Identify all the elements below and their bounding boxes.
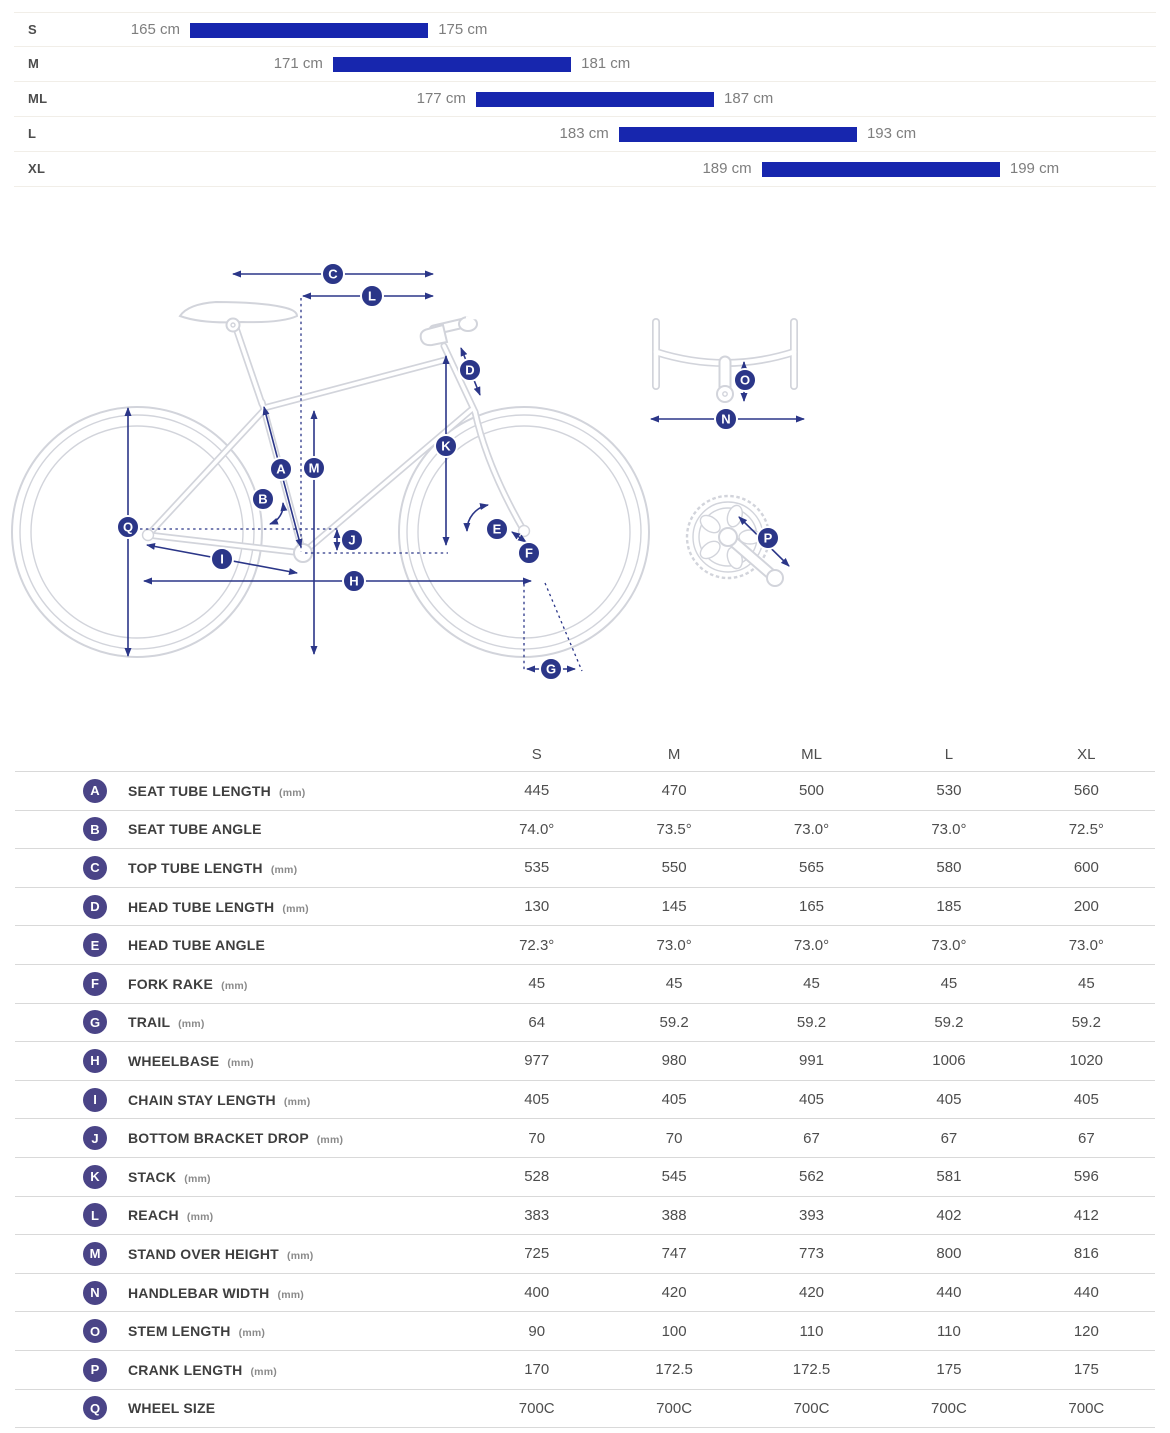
value-I-S: 405 (524, 1091, 550, 1109)
value-O-L: 110 (936, 1322, 961, 1340)
row-letter-badge: L (83, 1203, 107, 1227)
geometry-marker-I (211, 548, 233, 570)
value-E-L: 73.0° (931, 936, 967, 954)
value-J-L: 67 (940, 1129, 958, 1147)
row-unit: (mm) (270, 863, 298, 876)
value-D-ML: 165 (799, 898, 825, 916)
bottom-bracket-icon (294, 544, 312, 562)
geometry-marker-C (322, 263, 344, 285)
size-chart-rows (14, 12, 1156, 187)
svg-text:I: I (220, 551, 224, 567)
value-N-ML: 420 (799, 1284, 825, 1302)
geometry-marker-O (734, 369, 756, 391)
row-label-cell (15, 1203, 468, 1227)
value-O-S: 90 (528, 1322, 546, 1340)
value-I-ML: 405 (799, 1091, 825, 1109)
row-unit: (mm) (221, 979, 248, 992)
column-header-XL: XL (1077, 746, 1096, 763)
value-L-S: 383 (524, 1206, 550, 1224)
svg-text:B: B (258, 491, 268, 507)
value-K-S: 528 (524, 1168, 550, 1186)
geometry-row-H (15, 1042, 1155, 1081)
value-J-ML: 67 (803, 1129, 820, 1147)
value-I-M: 405 (661, 1091, 687, 1109)
rider-height-chart (0, 12, 1170, 207)
value-F-S: 45 (528, 975, 546, 993)
geometry-row-D (15, 888, 1155, 927)
row-label-cell (15, 856, 468, 880)
value-A-ML: 500 (799, 782, 825, 800)
bike-geometry-illustration (0, 207, 1170, 722)
column-header-M: M (667, 746, 681, 763)
height-min-label: 183 cm (559, 125, 609, 142)
value-K-M: 545 (661, 1168, 687, 1186)
value-N-L: 440 (936, 1284, 962, 1302)
handlebar-side-icon (421, 317, 513, 395)
row-label-cell (15, 817, 468, 841)
row-letter-badge: E (83, 933, 107, 957)
geometry-row-P (15, 1351, 1155, 1390)
value-A-S: 445 (524, 782, 550, 800)
table-header-row (15, 738, 1155, 772)
value-H-M: 980 (661, 1052, 687, 1070)
svg-text:D: D (465, 362, 475, 378)
value-B-L: 73.0° (931, 820, 967, 838)
svg-text:L: L (368, 288, 376, 304)
value-M-ML: 773 (799, 1245, 825, 1263)
row-label: SEAT TUBE ANGLE (128, 821, 262, 838)
value-P-L: 175 (936, 1361, 962, 1379)
row-letter-badge: K (83, 1165, 107, 1189)
row-label: HEAD TUBE LENGTH (mm) (128, 898, 309, 915)
row-label-cell (15, 1396, 468, 1420)
value-Q-M: 700C (656, 1399, 693, 1417)
value-O-M: 100 (661, 1322, 687, 1340)
value-N-M: 420 (661, 1284, 687, 1302)
svg-text:M: M (308, 460, 320, 476)
geometry-marker-B (252, 488, 274, 510)
row-label: CHAIN STAY LENGTH (mm) (128, 1091, 311, 1108)
row-unit: (mm) (250, 1365, 277, 1378)
value-Q-L: 700C (930, 1399, 967, 1417)
size-label: S (28, 22, 37, 37)
geometry-marker-G (540, 658, 562, 680)
row-label-cell (15, 1319, 468, 1343)
value-G-XL: 59.2 (1071, 1013, 1101, 1031)
value-D-S: 130 (524, 898, 550, 916)
geometry-row-E (15, 926, 1155, 965)
row-label-cell (15, 1088, 468, 1112)
row-label: TRAIL (mm) (128, 1014, 205, 1031)
value-F-M: 45 (665, 975, 683, 993)
value-J-S: 70 (528, 1129, 546, 1147)
row-label-cell (15, 1281, 468, 1305)
svg-text:K: K (441, 438, 451, 454)
value-C-S: 535 (524, 859, 550, 877)
row-label-cell (15, 933, 468, 957)
geometry-row-J (15, 1119, 1155, 1158)
value-Q-S: 700C (518, 1399, 555, 1417)
value-D-XL: 200 (1073, 898, 1099, 916)
row-letter-badge: A (83, 779, 107, 803)
value-I-XL: 405 (1073, 1091, 1099, 1109)
value-H-S: 977 (524, 1052, 550, 1070)
svg-text:G: G (545, 661, 557, 677)
geometry-marker-M (303, 457, 325, 479)
value-J-XL: 67 (1077, 1129, 1095, 1147)
svg-text:F: F (525, 545, 533, 561)
row-letter-badge: Q (83, 1396, 107, 1420)
geometry-row-F (15, 965, 1155, 1004)
row-label: REACH (mm) (128, 1207, 214, 1224)
svg-text:P: P (763, 530, 773, 546)
row-label: STAND OVER HEIGHT (mm) (128, 1245, 314, 1262)
geometry-row-K (15, 1158, 1155, 1197)
geometry-row-I (15, 1081, 1155, 1120)
geometry-marker-P (757, 527, 779, 549)
geometry-marker-J (341, 529, 363, 551)
value-F-ML: 45 (803, 975, 820, 993)
geometry-marker-E (486, 518, 508, 540)
row-label: STACK (mm) (128, 1168, 211, 1185)
value-G-L: 59.2 (934, 1013, 964, 1031)
value-B-ML: 73.0° (793, 820, 830, 838)
geometry-diagram (0, 207, 1170, 722)
value-K-L: 581 (936, 1168, 962, 1186)
value-A-L: 530 (936, 782, 962, 800)
value-P-M: 172.5 (655, 1361, 693, 1379)
value-C-XL: 600 (1073, 859, 1099, 877)
value-M-XL: 816 (1073, 1245, 1099, 1263)
value-H-ML: 991 (799, 1052, 825, 1070)
geometry-row-L (15, 1197, 1155, 1236)
svg-text:C: C (328, 266, 338, 282)
svg-text:H: H (349, 573, 359, 589)
row-letter-badge: B (83, 817, 107, 841)
value-C-L: 580 (936, 859, 962, 877)
row-letter-badge: F (83, 972, 107, 996)
size-label: L (28, 126, 37, 141)
row-label: WHEEL SIZE (128, 1400, 216, 1417)
saddle-icon (180, 302, 297, 332)
geometry-row-M (15, 1235, 1155, 1274)
height-range-bar (333, 57, 571, 72)
geometry-row-N (15, 1274, 1155, 1313)
row-label: SEAT TUBE LENGTH (mm) (128, 782, 306, 799)
size-row-L (14, 117, 1156, 152)
row-unit: (mm) (282, 902, 309, 915)
geometry-marker-L (361, 285, 383, 307)
value-L-L: 402 (936, 1206, 962, 1224)
row-label: BOTTOM BRACKET DROP (mm) (128, 1130, 344, 1147)
svg-text:J: J (348, 532, 356, 548)
value-E-S: 72.3° (519, 936, 555, 954)
row-unit: (mm) (316, 1134, 344, 1147)
svg-text:N: N (721, 411, 731, 427)
row-letter-badge: J (83, 1126, 107, 1150)
row-letter-badge: I (83, 1088, 107, 1112)
value-B-XL: 72.5° (1068, 820, 1104, 838)
geometry-marker-A (270, 458, 292, 480)
row-letter-badge: D (83, 895, 107, 919)
row-label: HEAD TUBE ANGLE (128, 937, 266, 954)
value-Q-ML: 700C (793, 1399, 830, 1417)
size-row-ML (14, 82, 1156, 117)
row-label-cell (15, 972, 468, 996)
geometry-row-G (15, 1004, 1155, 1043)
row-unit: (mm) (178, 1018, 205, 1031)
height-range-bar (190, 23, 428, 38)
value-G-M: 59.2 (659, 1013, 689, 1031)
row-label: WHEELBASE (mm) (128, 1052, 254, 1069)
row-unit: (mm) (238, 1327, 266, 1340)
rear-dropout-icon (143, 530, 154, 541)
row-label-cell (15, 1126, 468, 1150)
height-min-label: 171 cm (273, 55, 323, 72)
row-letter-badge: C (83, 856, 107, 880)
value-A-XL: 560 (1073, 782, 1099, 800)
size-row-M (14, 47, 1156, 82)
value-N-XL: 440 (1073, 1284, 1099, 1302)
value-P-S: 170 (524, 1361, 550, 1379)
value-F-XL: 45 (1077, 975, 1095, 993)
row-label: STEM LENGTH (mm) (128, 1323, 266, 1340)
column-header-L: L (944, 746, 954, 763)
value-C-ML: 565 (799, 859, 825, 877)
row-letter-badge: M (83, 1242, 107, 1266)
value-E-ML: 73.0° (793, 936, 830, 954)
value-B-M: 73.5° (656, 820, 692, 838)
value-F-L: 45 (940, 975, 958, 993)
row-label-cell (15, 895, 468, 919)
height-max-label: 199 cm (1009, 160, 1060, 177)
height-max-label: 175 cm (438, 21, 488, 38)
value-P-ML: 172.5 (792, 1361, 831, 1379)
svg-text:E: E (492, 521, 502, 537)
svg-text:Q: Q (122, 519, 134, 535)
value-Q-XL: 700C (1068, 1399, 1105, 1417)
value-H-L: 1006 (932, 1052, 966, 1070)
geometry-row-B (15, 811, 1155, 850)
value-M-L: 800 (936, 1245, 962, 1263)
size-label: M (28, 56, 40, 71)
height-max-label: 193 cm (866, 125, 917, 142)
row-label-cell (15, 1049, 468, 1073)
geometry-marker-F (518, 542, 540, 564)
geometry-table (15, 738, 1155, 1428)
row-unit: (mm) (277, 1288, 304, 1301)
row-unit: (mm) (279, 786, 306, 799)
size-row-XL (14, 152, 1156, 187)
value-K-ML: 562 (799, 1168, 825, 1186)
svg-text:O: O (739, 372, 751, 388)
value-M-M: 747 (661, 1245, 687, 1263)
value-M-S: 725 (524, 1245, 550, 1263)
value-I-L: 405 (936, 1091, 962, 1109)
row-unit: (mm) (186, 1211, 214, 1224)
geometry-row-O (15, 1312, 1155, 1351)
column-header-S: S (531, 746, 542, 763)
row-unit: (mm) (283, 1095, 311, 1108)
value-L-XL: 412 (1073, 1206, 1099, 1224)
row-label: CRANK LENGTH (mm) (128, 1361, 277, 1378)
height-max-label: 181 cm (581, 55, 631, 72)
value-B-S: 74.0° (519, 820, 555, 838)
value-L-ML: 393 (799, 1206, 825, 1224)
row-unit: (mm) (227, 1056, 254, 1069)
height-min-label: 165 cm (130, 21, 180, 38)
height-range-bar (476, 92, 714, 107)
row-letter-badge: O (83, 1319, 107, 1343)
height-min-label: 177 cm (416, 90, 466, 107)
table-body (15, 772, 1155, 1428)
size-label: XL (28, 161, 46, 176)
row-letter-badge: P (83, 1358, 107, 1382)
value-O-ML: 110 (799, 1322, 824, 1340)
value-D-L: 185 (936, 898, 962, 916)
value-K-XL: 596 (1073, 1168, 1099, 1186)
value-O-XL: 120 (1073, 1322, 1099, 1340)
row-label: FORK RAKE (mm) (128, 975, 248, 992)
size-label: ML (28, 91, 48, 106)
row-unit: (mm) (184, 1172, 211, 1185)
value-G-ML: 59.2 (796, 1013, 827, 1031)
value-A-M: 470 (661, 782, 687, 800)
geometry-marker-N (715, 408, 737, 430)
reference-dotted-lines (140, 298, 582, 672)
measurement-arrows (128, 274, 804, 669)
row-label-cell (15, 779, 468, 803)
height-min-label: 189 cm (702, 160, 752, 177)
geometry-marker-Q (117, 516, 139, 538)
front-dropout-icon (519, 526, 530, 537)
value-N-S: 400 (524, 1284, 550, 1302)
value-E-M: 73.0° (656, 936, 692, 954)
value-E-XL: 73.0° (1068, 936, 1104, 954)
row-letter-badge: N (83, 1281, 107, 1305)
value-G-S: 64 (528, 1013, 546, 1031)
value-C-M: 550 (661, 859, 687, 877)
geometry-row-C (15, 849, 1155, 888)
value-P-XL: 175 (1073, 1361, 1099, 1379)
row-label-cell (15, 1242, 468, 1266)
row-unit: (mm) (287, 1249, 314, 1262)
value-D-M: 145 (661, 898, 687, 916)
size-row-S (14, 12, 1156, 47)
row-label-cell (15, 1010, 468, 1034)
value-L-M: 388 (661, 1206, 687, 1224)
row-label-cell (15, 1358, 468, 1382)
height-range-bar (762, 162, 1000, 177)
handlebar-top-view-icon (656, 322, 794, 402)
geometry-row-A (15, 772, 1155, 811)
column-header-ML: ML (801, 746, 822, 763)
row-letter-badge: G (83, 1010, 107, 1034)
geometry-marker-D (459, 359, 481, 381)
geometry-marker-K (435, 435, 457, 457)
value-H-XL: 1020 (1069, 1052, 1104, 1070)
svg-text:A: A (276, 461, 286, 477)
height-range-bar (619, 127, 857, 142)
value-J-M: 70 (665, 1129, 683, 1147)
row-label-cell (15, 1165, 468, 1189)
geometry-row-Q (15, 1390, 1155, 1429)
geometry-marker-H (343, 570, 365, 592)
row-label: TOP TUBE LENGTH (mm) (128, 859, 298, 876)
row-label: HANDLEBAR WIDTH (mm) (128, 1284, 304, 1301)
row-letter-badge: H (83, 1049, 107, 1073)
height-max-label: 187 cm (724, 90, 774, 107)
